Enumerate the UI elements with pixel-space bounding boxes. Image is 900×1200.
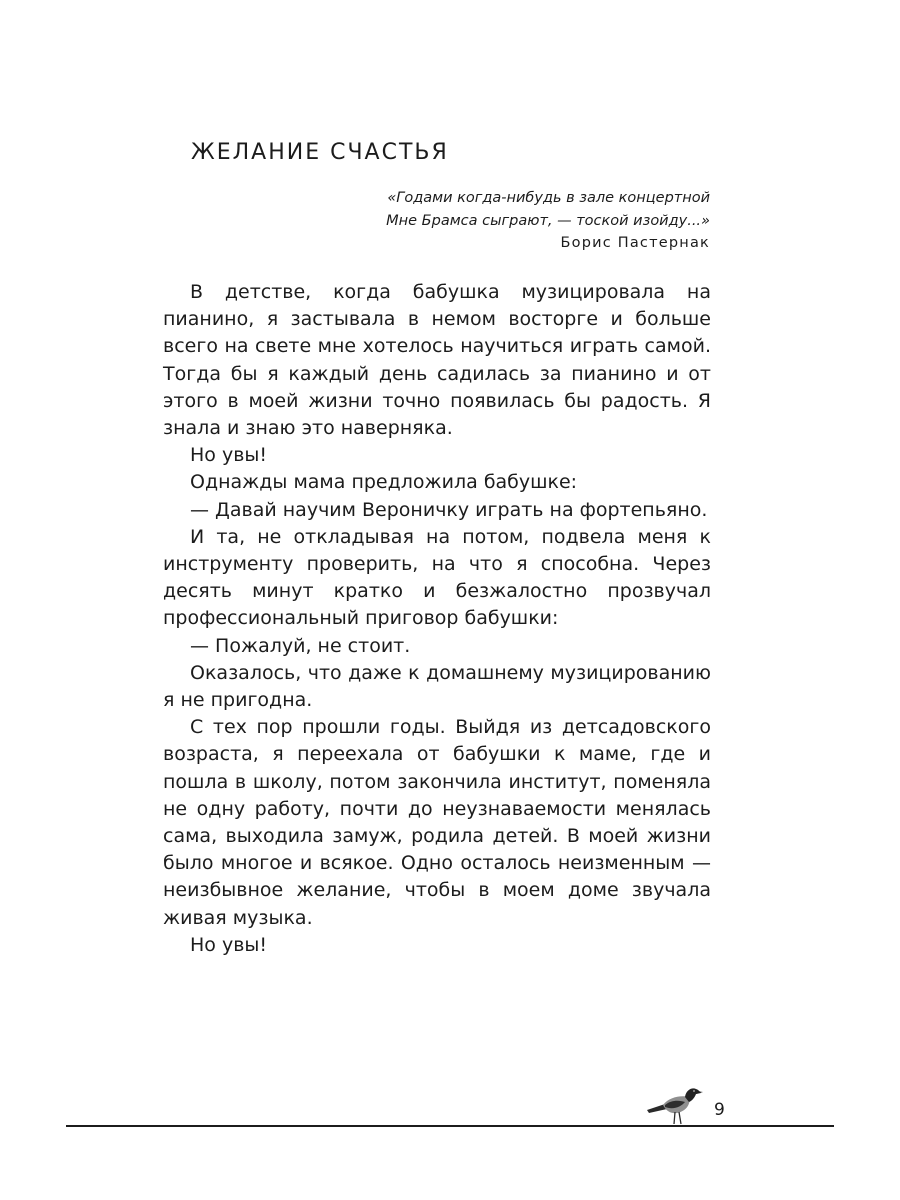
crow-icon <box>645 1083 703 1127</box>
paragraph: Оказалось, что даже к домашнему музицированию я не пригодна. <box>163 661 711 712</box>
paragraph: В детстве, когда бабушка музицировала на пианино, я застывала в немом восторге и больше всего на свете мне хотелось научиться играть самой. Тогда бы я каждый день садилась за пианино и от этого в моей жизни точно появилась бы радость. Я знала и знаю это наверняка. <box>163 281 711 440</box>
paragraph: Однажды мама предложила бабушке: <box>190 471 578 494</box>
epigraph-line: Мне Брамса сыграют, — тоской изойду...» <box>386 213 710 229</box>
paragraph: — Давай научим Вероничку играть на фортепьяно. <box>190 498 708 521</box>
chapter-title: ЖЕЛАНИЕ СЧАСТЬЯ <box>191 140 449 165</box>
epigraph-author: Борис Пастернак <box>560 235 710 251</box>
page-number: 9 <box>714 1100 725 1120</box>
paragraph: И та, не откладывая на потом, подвела меня к инструменту проверить, на что я способна. Через десять минут кратко и безжалостно прозвучал профессиональный приговор бабушки: <box>163 525 711 630</box>
paragraph: — Пожалуй, не стоит. <box>190 634 411 657</box>
paragraph: С тех пор прошли годы. Выйдя из детсадовского возраста, я переехала от бабушки к маме, где и пошла в школу, потом закончила институт, поменяла не одну работу, почти до неузнаваемости менялась сама, выходила замуж, родила детей. В моей жизни было многое и всякое. Одно осталось неизменным — неизбывное желание, чтобы в моем доме звучала живая музыка. <box>163 716 711 929</box>
epigraph-line: «Годами когда-нибудь в зале концертной <box>387 190 710 206</box>
footer-rule <box>66 1125 834 1127</box>
epigraph <box>250 187 710 233</box>
paragraph: Но увы! <box>190 444 268 467</box>
body-text <box>163 279 711 959</box>
paragraph: Но увы! <box>190 933 268 956</box>
